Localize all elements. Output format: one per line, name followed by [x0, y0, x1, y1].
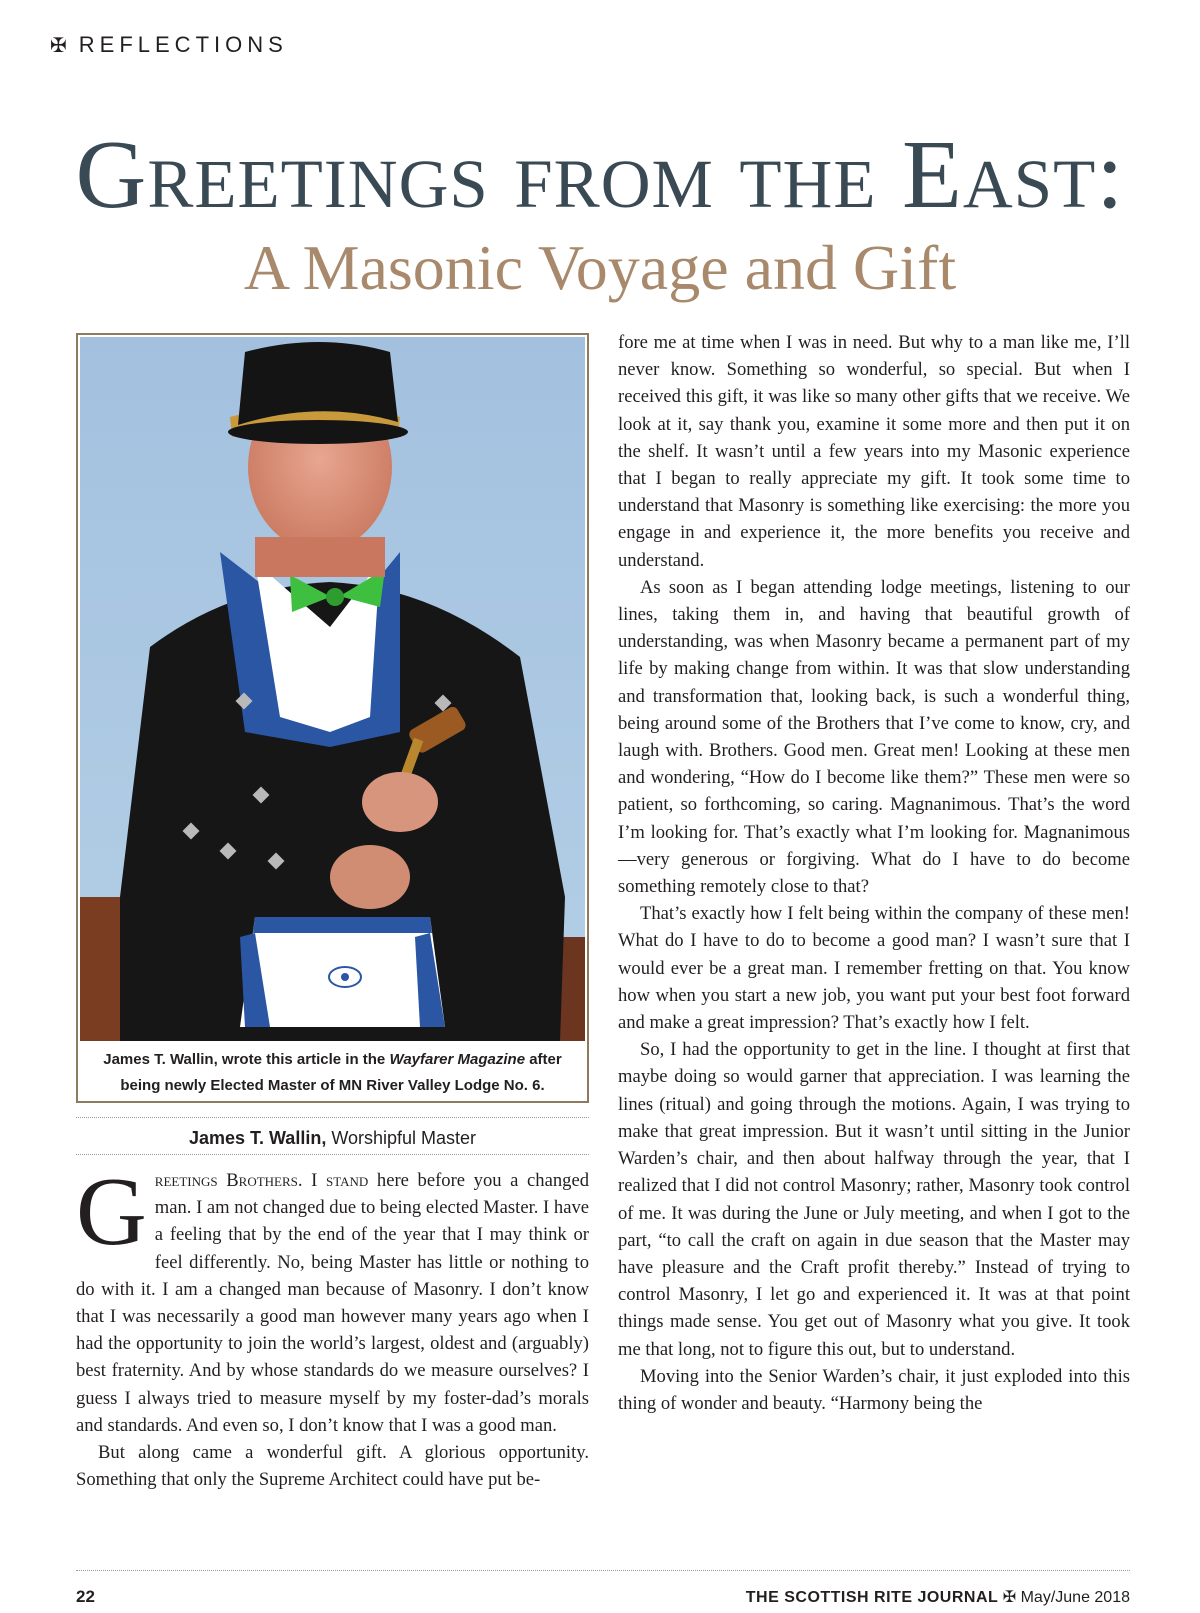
- paragraph-1-text: here before you a changed man. I am not changed due to being elected Master. I have a feeling that by the end of the year that I may think or feel differently. No, being Master has little or nothing to do with it. I am a changed man because of Masonry. I don’t know that I was necessarily a good man however many years ago when I had the opportunity to join the world’s largest, oldest and (arguably) best fraternity. And by whose standards do we measure ourselves? I guess I always tried to measure myself by my foster-dad’s morals and standards. And even so, I don’t know that I was a good man.: [76, 1170, 590, 1436]
- author-name: James T. Wallin,: [188, 1128, 327, 1148]
- photo-figure: [76, 333, 589, 1103]
- paragraph-1: [76, 1158, 590, 1439]
- section-label: [50, 32, 288, 58]
- paragraph-4: That’s exactly how I felt being within the company of these men! What do I have to do to become a good man? I wasn’t sure that I would ever be a great man. I remember fretting on that. You know how when you start a new job, you want put your best foot forward and make a great impression? That’s exactly how I felt.: [618, 903, 1130, 1034]
- paragraph-6: Moving into the Senior Warden’s chair, it just exploded into this thing of wonder and beauty. “Harmony being the: [618, 1365, 1130, 1414]
- divider-bottom: [76, 1154, 589, 1155]
- caption-text: James T. Wallin, wrote this article in the: [103, 1051, 390, 1068]
- drop-cap: G: [76, 1158, 147, 1266]
- photo-caption: [78, 1047, 587, 1099]
- divider-top: [76, 1117, 589, 1118]
- journal-name: THE SCOTTISH RITE JOURNAL: [745, 1589, 999, 1606]
- paragraph-2-start: But along came a wonderful gift. A glorious opportunity. Something that only the Supreme Architect could have put be-: [76, 1442, 589, 1491]
- section-label-text: REFLECTIONS: [78, 32, 288, 57]
- page-number: 22: [76, 1587, 95, 1606]
- article-title: Greetings from the East:: [75, 121, 1125, 229]
- lead-in: reetings Brothers. I stand: [154, 1170, 369, 1191]
- author-role: Worshipful Master: [326, 1128, 477, 1148]
- article-subtitle: A Masonic Voyage and Gift: [243, 232, 957, 303]
- article-column-left: [76, 1158, 590, 1493]
- paragraph-5: So, I had the opportunity to get in the line. I thought at first that maybe doing so would garner that appreciation. I was learning the lines (ritual) and going through the motions. Again, I was trying to make that great impression. But it wasn’t until sitting in the Junior Warden’s chair, and then about halfway through the year, that I realized that I did not control Masonry; rather, Masonry took control of me. It was during the June or July meeting, and when I got to the part, “to call the craft on again in due season that the Master may have pleasure and the Craft profit thereby.” Instead of trying to control Masonry, I let go and experienced it. It was at that point things made sense. You get out of Masonry what you give. It took me that long, not to figure this out, but to understand.: [618, 1039, 1130, 1360]
- cross-icon: ✠: [50, 34, 67, 57]
- caption-text-end: after being newly Elected Master of MN River Valley Lodge No. 6.: [120, 1051, 562, 1094]
- paragraph-3: As soon as I began attending lodge meetings, listening to our lines, taking them in, and having that beautiful growth of understanding, was when Masonry became a permanent part of my life by making change from within. It was that slow understanding and transformation that, looking back, is such a wonderful thing, being around some of the Brothers that I’ve come to know, cry, and laugh with. Brothers. Good men. Great men! Looking at these men and wondering, “How do I become like them?” These men were so patient, so forthcoming, so caring. Magnanimous. That’s the word I’m looking for. That’s exactly what I’m looking for. Magnanimous—very generous or forgiving. What do I have to do become something remotely close to that?: [618, 576, 1130, 898]
- paragraph-2-continued: fore me at time when I was in need. But why to a man like me, I’ll never know. Something so wonderful, so special. But when I received this gift, it was like so many other gifts that we receive. We look at it, say thank you, examine it some more and then put it on the shelf. It wasn’t until a few years into my Masonic experience that I began to really appreciate my gift. It took some time to understand that Masonry is something like exercising: the more you engage in and experience it, the more benefits you receive and understand.: [618, 332, 1130, 571]
- author-byline: [76, 1128, 589, 1149]
- caption-magazine-name: Wayfarer Magazine: [389, 1051, 526, 1068]
- footer-journal: [746, 1587, 1130, 1607]
- cross-icon: ✠: [1002, 1589, 1021, 1606]
- article-column-right: [618, 329, 1130, 1417]
- issue-date: May/June 2018: [1020, 1589, 1130, 1606]
- footer-rule: [76, 1570, 1130, 1571]
- portrait-photo: [80, 337, 585, 1041]
